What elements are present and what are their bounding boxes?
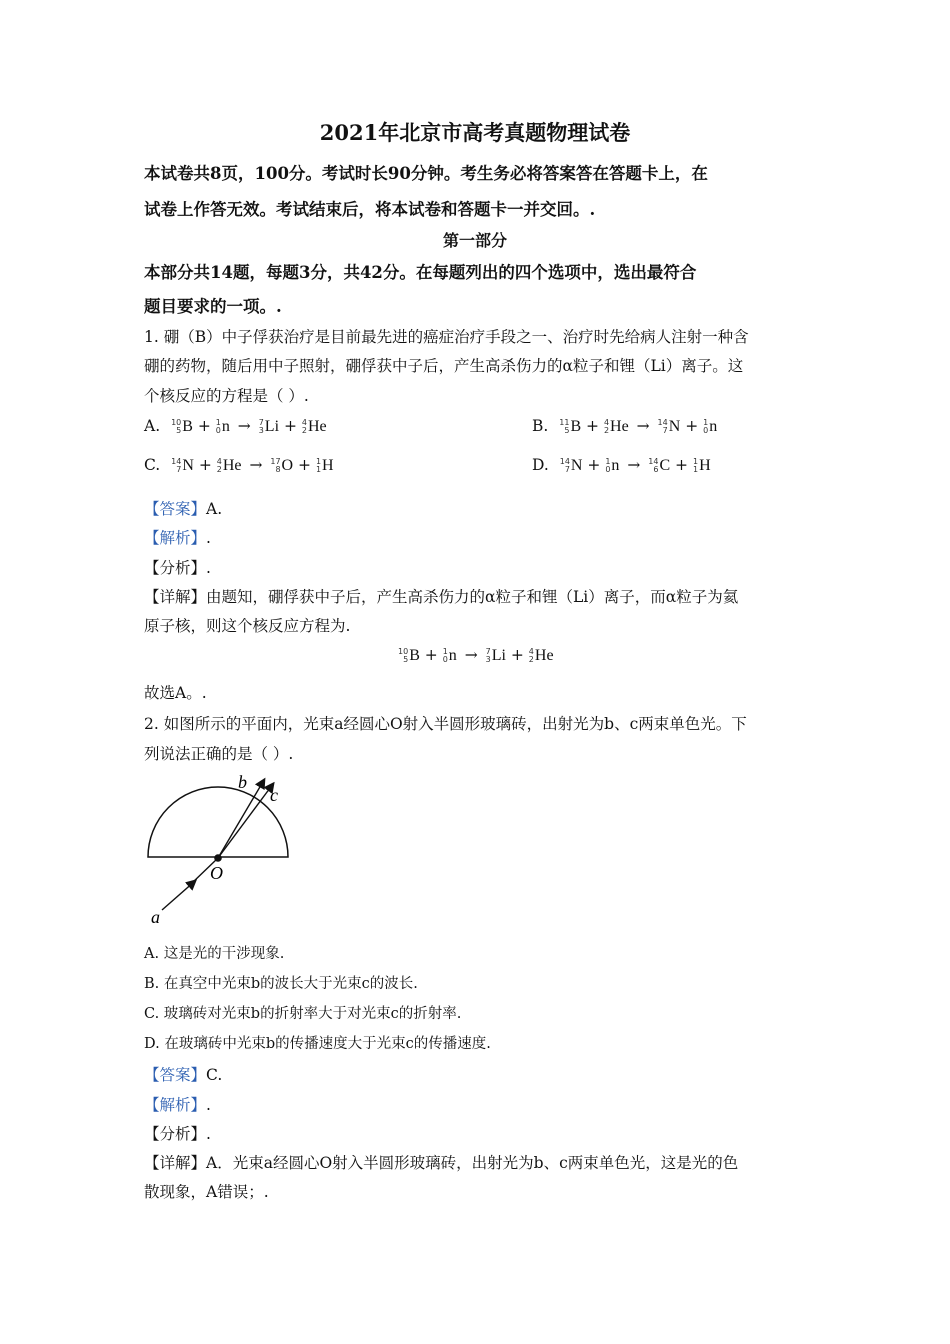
q2-detail-line-2: 散现象，A错误；. — [144, 1183, 269, 1201]
part-title: 第一部分 — [442, 231, 507, 250]
product-particle: 1 0 n — [703, 418, 718, 435]
q2-fenxi — [144, 1122, 211, 1144]
plus-sign: + — [193, 456, 217, 474]
q2-option-d: D. 在玻璃砖中光束b的传播速度大于光束c的传播速度. — [144, 1036, 491, 1052]
reaction-arrow: → — [459, 646, 483, 664]
plus-sign: + — [680, 417, 704, 435]
q2-answer-tag: 【答案】 — [144, 1066, 207, 1084]
q1-analysis-value: . — [206, 529, 211, 547]
q1-reaction-equation — [398, 646, 554, 665]
label-b: b — [238, 772, 247, 792]
q1-conclusion: 故选A。. — [144, 684, 207, 702]
q1-answer-value: A. — [206, 500, 223, 518]
option-letter: C. — [144, 456, 166, 474]
q1-option-c — [144, 456, 334, 475]
reactant-nucleus: 10 5 B — [171, 418, 193, 435]
q1-detail-tag: 【详解】 — [144, 588, 207, 606]
q2-option-c: C. 玻璃砖对光束b的折射率大于对光束c的折射率. — [144, 1006, 462, 1022]
plus-sign: + — [670, 456, 693, 474]
page-title: 2021年北京市高考真题物理试卷 — [319, 120, 631, 145]
q1-answer-tag: 【答案】 — [144, 500, 207, 518]
q2-detail-line-1 — [144, 1151, 738, 1173]
q2-analysis-value: . — [206, 1096, 211, 1114]
q2-fenxi-value: . — [206, 1125, 211, 1143]
q2-option-a: A. 这是光的干涉现象. — [144, 946, 285, 962]
product-nucleus: 7 3 Li — [258, 418, 280, 435]
q1-fenxi-value: . — [206, 559, 211, 577]
product-nucleus: 14 6 C — [648, 457, 671, 474]
reactant-particle: 1 0 n — [442, 647, 457, 664]
reaction-arrow: → — [631, 417, 655, 435]
option-letter: D. — [532, 456, 554, 474]
q2-analysis-tag: 【解析】 — [144, 1096, 207, 1114]
plus-sign: + — [581, 417, 604, 435]
label-a: a — [151, 907, 160, 927]
plus-sign: + — [505, 646, 529, 664]
reactant-nucleus: 14 7 N — [171, 457, 194, 474]
reactant-particle: 4 2 He — [216, 457, 242, 474]
q2-analysis — [144, 1093, 211, 1115]
q1-option-d — [532, 456, 711, 475]
reactant-particle: 1 0 n — [215, 418, 230, 435]
reaction-arrow: → — [622, 456, 646, 474]
q1-analysis — [144, 526, 211, 548]
q2-detail-tag: 【详解】 — [144, 1154, 207, 1172]
q1-analysis-tag: 【解析】 — [144, 529, 207, 547]
plus-sign: + — [279, 417, 302, 435]
product-nucleus: 17 8 O — [270, 457, 294, 474]
reaction-arrow: → — [232, 417, 256, 435]
part-desc-line-1: 本部分共14题，每题3分，共42分。在每题列出的四个选项中，选出最符合 — [144, 263, 697, 282]
reaction-arrow: → — [244, 456, 268, 474]
plus-sign: + — [293, 456, 316, 474]
q1-detail-line-1 — [144, 585, 738, 607]
plus-sign: + — [582, 456, 606, 474]
product-particle: 4 2 He — [301, 418, 327, 435]
intro-line-1: 本试卷共8页，100分。考试时长90分钟。考生务必将答案答在答题卡上，在 — [144, 164, 708, 183]
q1-stem-line-3: 个核反应的方程是（ ）. — [144, 387, 309, 405]
q1-option-b — [532, 417, 717, 436]
q2-answer — [144, 1063, 222, 1085]
q2-stem-line-2: 列说法正确的是（ ）. — [144, 745, 294, 763]
q1-option-a — [144, 417, 327, 436]
reactant-particle: 4 2 He — [603, 418, 629, 435]
q2-figure — [140, 770, 310, 935]
label-o: O — [210, 863, 223, 883]
q1-answer — [144, 497, 222, 519]
q1-fenxi — [144, 556, 211, 578]
ray-c — [218, 784, 273, 858]
q1-detail-text: 由题知，硼俘获中子后，产生高杀伤力的α粒子和锂（Li）离子，而α粒子为氦 — [206, 588, 739, 606]
product-nucleus: 14 7 N — [657, 418, 681, 435]
option-letter: B. — [532, 417, 554, 435]
q1-stem-line-1: 1. 硼（B）中子俘获治疗是目前最先进的癌症治疗手段之一、治疗时先给病人注射一种含 — [144, 328, 749, 346]
reactant-nucleus: 10 5 B — [398, 647, 420, 664]
plus-sign: + — [419, 646, 443, 664]
product-particle: 4 2 He — [528, 647, 554, 664]
plus-sign: + — [192, 417, 216, 435]
center-point-o — [214, 854, 222, 862]
q1-detail-line-2: 原子核，则这个核反应方程为. — [144, 617, 351, 635]
q2-option-b: B. 在真空中光束b的波长大于光束c的波长. — [144, 976, 418, 992]
incident-ray-a — [162, 881, 195, 910]
product-nucleus: 7 3 Li — [485, 647, 506, 664]
product-particle: 1 1 H — [315, 457, 334, 474]
intro-line-2: 试卷上作答无效。考试结束后，将本试卷和答题卡一并交回。. — [144, 200, 596, 219]
q2-fenxi-tag: 【分析】 — [144, 1125, 207, 1143]
q2-detail-text: A．光束a经圆心O射入半圆形玻璃砖，出射光为b、c两束单色光，这是光的色 — [206, 1154, 739, 1172]
reactant-particle: 1 0 n — [605, 457, 620, 474]
q2-stem-line-1: 2. 如图所示的平面内，光束a经圆心O射入半圆形玻璃砖，出射光为b、c两束单色光。下 — [144, 715, 747, 733]
q1-stem-line-2: 硼的药物，随后用中子照射，硼俘获中子后，产生高杀伤力的α粒子和锂（Li）离子。这 — [144, 357, 744, 375]
part-desc-line-2: 题目要求的一项。. — [144, 297, 282, 316]
reactant-nucleus: 14 7 N — [559, 457, 583, 474]
semicircle-glass-brick — [148, 787, 288, 857]
reactant-nucleus: 11 5 B — [559, 418, 582, 435]
option-letter: A. — [144, 417, 166, 435]
q2-answer-value: C. — [206, 1066, 223, 1084]
q1-fenxi-tag: 【分析】 — [144, 559, 207, 577]
product-particle: 1 1 H — [692, 457, 711, 474]
label-c: c — [270, 785, 278, 805]
